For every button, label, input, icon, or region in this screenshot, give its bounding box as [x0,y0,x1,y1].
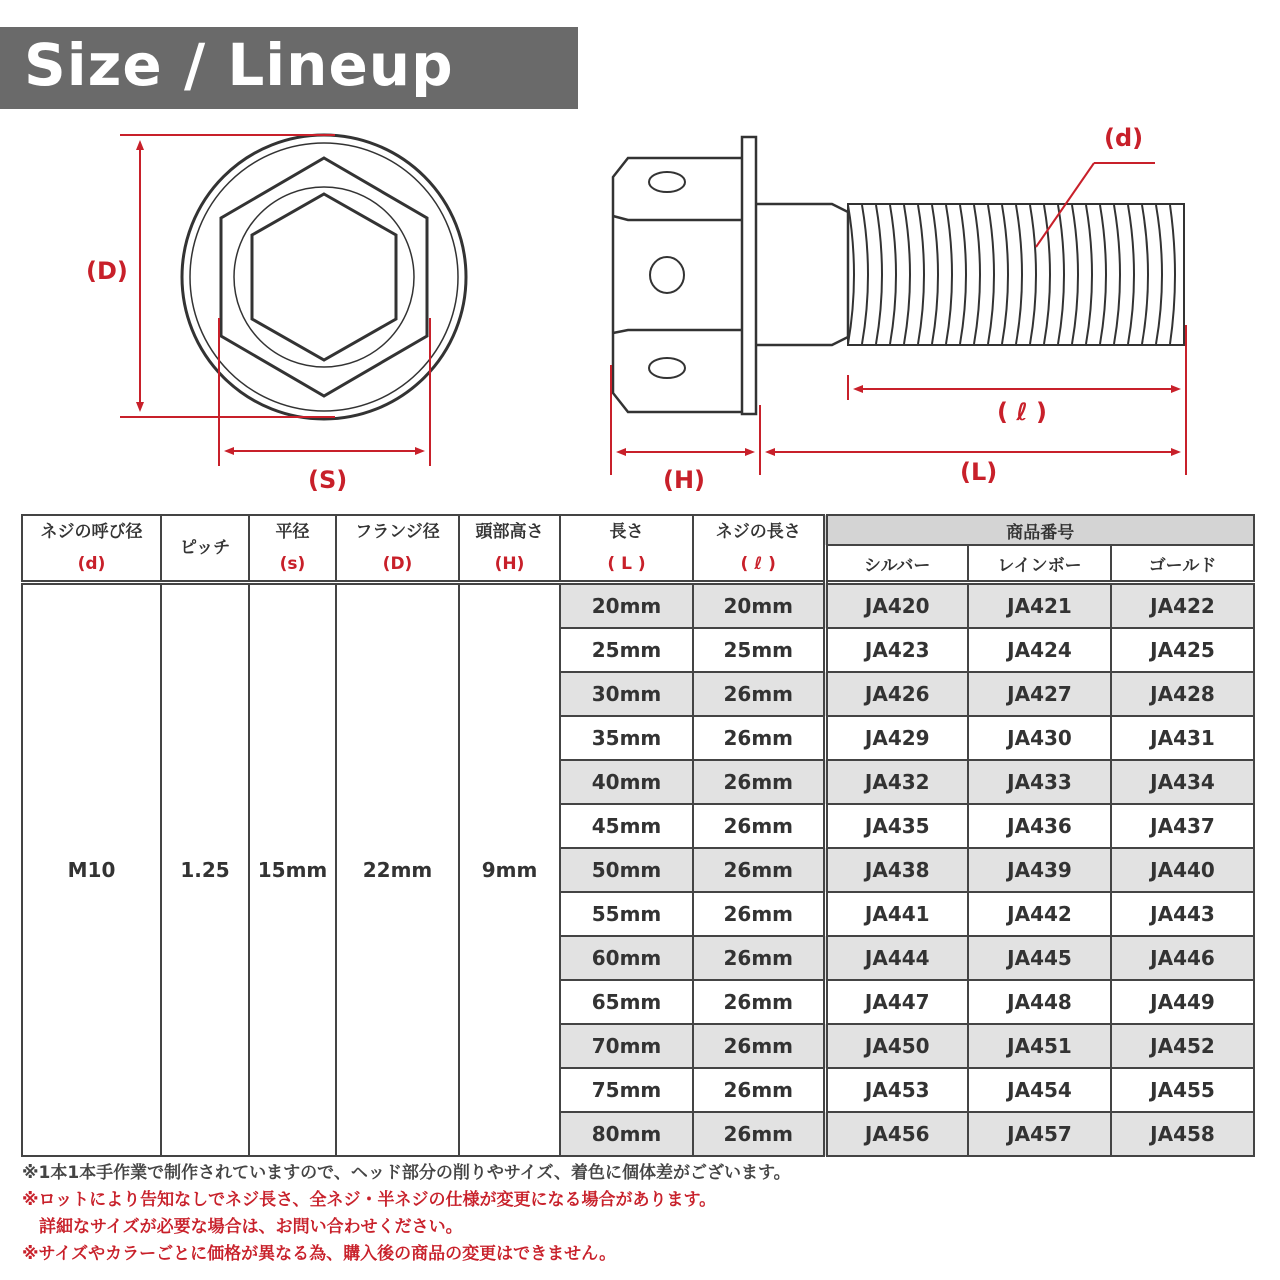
cell-silver: JA420 [825,583,968,629]
cell-length: 55mm [560,892,693,936]
cell-silver: JA438 [825,848,968,892]
cell-length: 20mm [560,583,693,629]
cell-length: 25mm [560,628,693,672]
note-contact: 詳細なサイズが必要な場合は、お問い合わせください。 [22,1217,463,1237]
cell-thread-length: 26mm [693,848,825,892]
header-gold: ゴールド [1111,545,1254,583]
cell-length: 45mm [560,804,693,848]
cell-gold: JA422 [1111,583,1254,629]
cell-rainbow: JA448 [968,980,1111,1024]
cell-thread-length: 26mm [693,1112,825,1156]
cell-silver: JA447 [825,980,968,1024]
cell-length: 70mm [560,1024,693,1068]
cell-length: 50mm [560,848,693,892]
cell-rainbow: JA457 [968,1112,1111,1156]
cell-silver: JA441 [825,892,968,936]
cell-gold: JA440 [1111,848,1254,892]
page-title: Size / Lineup [24,31,454,99]
cell-rainbow: JA439 [968,848,1111,892]
header-silver: シルバー [825,545,968,583]
cell-rainbow: JA430 [968,716,1111,760]
label-L: (L) [960,458,998,486]
header-thread-length: ネジの長さ ( ℓ ) [693,515,825,583]
cell-thread-length: 26mm [693,892,825,936]
cell-flange: 22mm [336,583,459,1157]
cell-rainbow: JA427 [968,672,1111,716]
cell-length: 30mm [560,672,693,716]
label-S: (S) [308,466,348,494]
cell-silver: JA432 [825,760,968,804]
cell-silver: JA426 [825,672,968,716]
cell-rainbow: JA433 [968,760,1111,804]
cell-thread-length: 26mm [693,804,825,848]
cell-rainbow: JA454 [968,1068,1111,1112]
cell-rainbow: JA451 [968,1024,1111,1068]
cell-gold: JA452 [1111,1024,1254,1068]
cell-rainbow: JA442 [968,892,1111,936]
cell-length: 65mm [560,980,693,1024]
cell-thread-length: 26mm [693,716,825,760]
bolt-side-view [613,137,1184,414]
cell-silver: JA453 [825,1068,968,1112]
header-head-height: 頭部高さ (H) [459,515,560,583]
label-d: (d) [1104,124,1144,152]
cell-rainbow: JA421 [968,583,1111,629]
cell-pitch: 1.25 [161,583,249,1157]
cell-rainbow: JA445 [968,936,1111,980]
cell-thread-length: 26mm [693,672,825,716]
note-handmade: ※1本1本手作業で制作されていますので、ヘッド部分の削りやサイズ、着色に個体差がございます。 [22,1163,791,1183]
cell-gold: JA428 [1111,672,1254,716]
cell-length: 75mm [560,1068,693,1112]
cell-silver: JA444 [825,936,968,980]
cell-gold: JA431 [1111,716,1254,760]
cell-silver: JA456 [825,1112,968,1156]
cell-gold: JA449 [1111,980,1254,1024]
cell-thread-length: 26mm [693,980,825,1024]
cell-thread-length: 26mm [693,1068,825,1112]
cell-gold: JA455 [1111,1068,1254,1112]
cell-length: 40mm [560,760,693,804]
cell-width: 15mm [249,583,336,1157]
header-pitch: ピッチ [161,515,249,583]
cell-silver: JA429 [825,716,968,760]
label-l: ( ℓ ) [997,398,1047,426]
note-lot-change: ※ロットにより告知なしでネジ長さ、全ネジ・半ネジの仕様が変更になる場合があります。 [22,1190,717,1210]
cell-silver: JA435 [825,804,968,848]
cell-length: 35mm [560,716,693,760]
cell-gold: JA446 [1111,936,1254,980]
cell-gold: JA443 [1111,892,1254,936]
bolt-front-view [182,135,466,419]
cell-length: 60mm [560,936,693,980]
bolt-diagram [0,0,1280,510]
cell-rainbow: JA424 [968,628,1111,672]
cell-thread-length: 26mm [693,936,825,980]
header-length: 長さ ( L ) [560,515,693,583]
cell-thread: M10 [22,583,161,1157]
cell-thread-length: 26mm [693,1024,825,1068]
cell-gold: JA458 [1111,1112,1254,1156]
cell-head-height: 9mm [459,583,560,1157]
footnotes [22,1160,791,1268]
cell-thread-length: 20mm [693,583,825,629]
cell-rainbow: JA436 [968,804,1111,848]
cell-thread-length: 26mm [693,760,825,804]
label-D: (D) [86,257,128,285]
cell-thread-length: 25mm [693,628,825,672]
cell-length: 80mm [560,1112,693,1156]
cell-silver: JA450 [825,1024,968,1068]
table-row [22,583,1254,629]
header-width: 平径 (s) [249,515,336,583]
spec-table [21,514,1255,1157]
note-no-exchange: ※サイズやカラーごとに価格が異なる為、購入後の商品の変更はできません。 [22,1244,617,1264]
header-flange: フランジ径 (D) [336,515,459,583]
header-thread: ネジの呼び径 (d) [22,515,161,583]
cell-silver: JA423 [825,628,968,672]
header-product-number: 商品番号 [825,515,1254,545]
label-H: (H) [663,466,706,494]
cell-gold: JA437 [1111,804,1254,848]
header-rainbow: レインボー [968,545,1111,583]
cell-gold: JA434 [1111,760,1254,804]
cell-gold: JA425 [1111,628,1254,672]
